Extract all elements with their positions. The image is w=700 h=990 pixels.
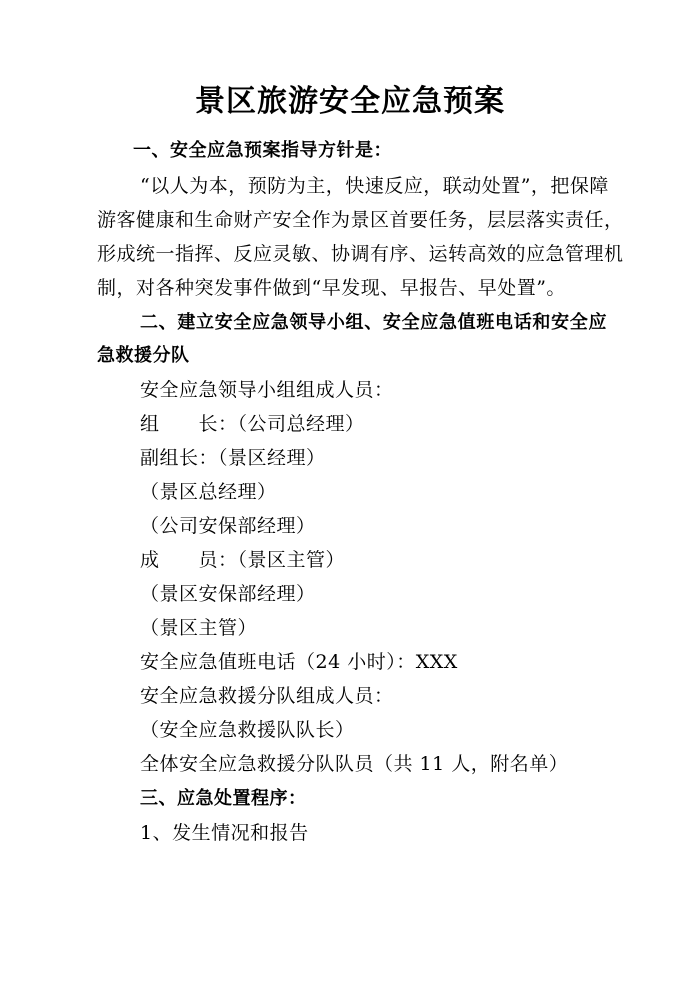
section-2-item: 安全应急领导小组组成人员： — [140, 379, 394, 401]
section-2-item: 成 员：（景区主管） — [140, 549, 346, 571]
section-1-paragraph-line-2: 游客健康和生命财产安全作为景区首要任务，层层落实责任， — [97, 209, 624, 231]
section-3-heading: 三、应急处置程序： — [140, 788, 307, 809]
document-title: 景区旅游安全应急预案 — [195, 84, 505, 119]
section-2-item: 安全应急值班电话（24 小时）：XXX — [140, 651, 458, 673]
section-2-item: （景区安保部经理） — [140, 583, 316, 605]
section-1-paragraph-line-3: 形成统一指挥、反应灵敏、协调有序、运转高效的应急管理机 — [97, 243, 624, 265]
section-2-heading-line-2: 急救援分队 — [97, 345, 190, 366]
section-2-item: （景区总经理） — [140, 481, 277, 503]
section-2-heading-line-1: 二、建立安全应急领导小组、安全应急值班电话和安全应 — [140, 312, 607, 333]
section-2-item: 副组长：（景区经理） — [140, 447, 326, 469]
section-2-item: （公司安保部经理） — [140, 515, 316, 537]
section-3-item: 1、发生情况和报告 — [140, 822, 309, 844]
section-1-paragraph-line-1: “以人为本，预防为主，快速反应，联动处置”，把保障 — [140, 175, 609, 197]
section-2-item: （安全应急救援队队长） — [140, 719, 355, 741]
section-2-item: 安全应急救援分队组成人员： — [140, 685, 394, 707]
section-2-item: 组 长：（公司总经理） — [140, 413, 365, 435]
section-2-item: （景区主管） — [140, 617, 258, 639]
section-1-paragraph-line-4: 制，对各种突发事件做到“早发现、早报告、早处置”。 — [97, 277, 566, 299]
section-2-item: 全体安全应急救援分队队员（共 11 人，附名单） — [140, 753, 569, 775]
section-1-heading: 一、安全应急预案指导方针是： — [133, 140, 392, 161]
